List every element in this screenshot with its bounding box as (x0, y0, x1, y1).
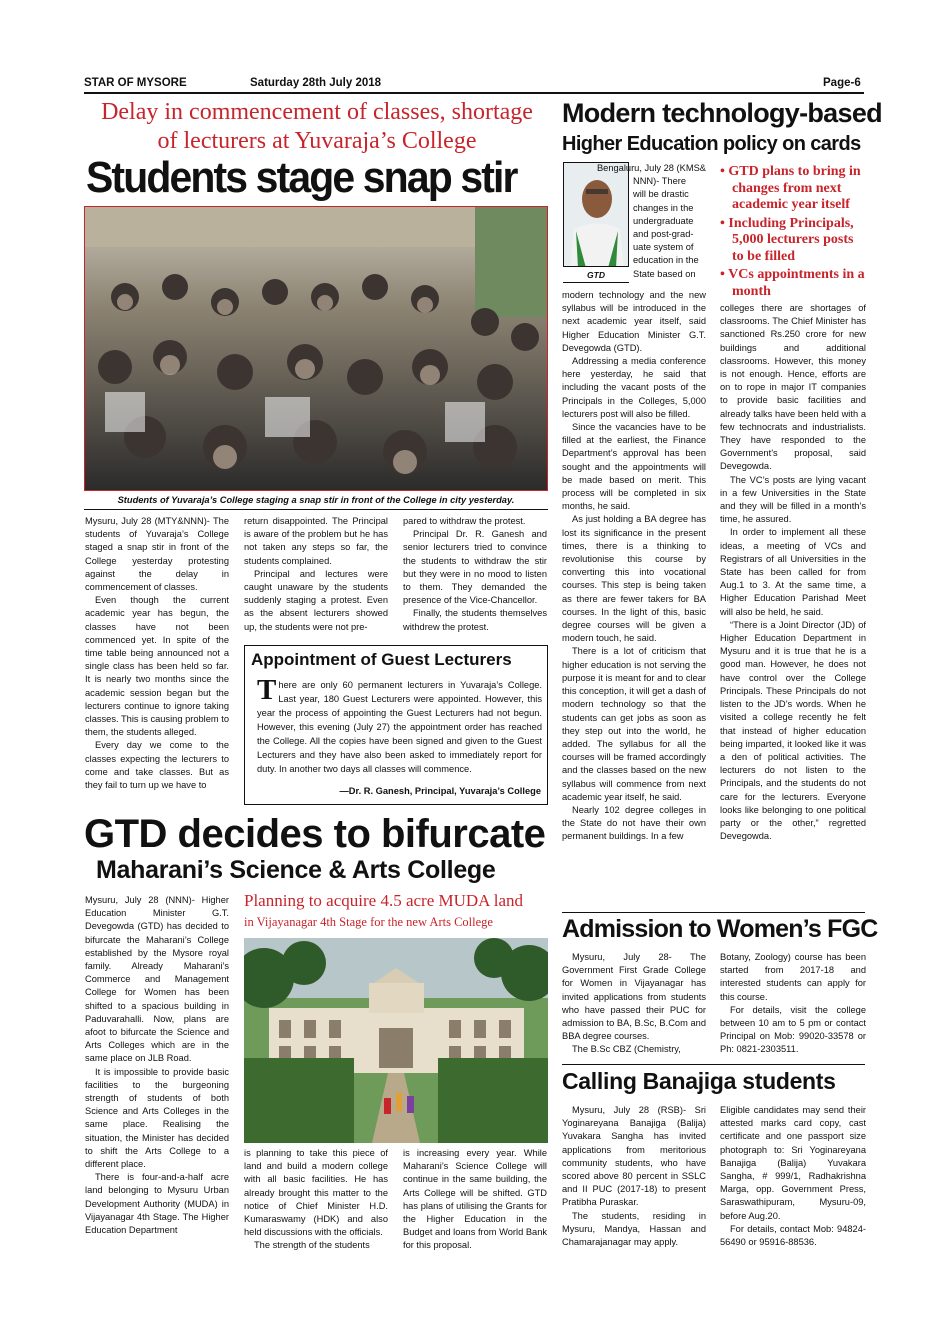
story3-headline-2: Higher Education policy on cards (562, 133, 861, 155)
maharanis-college-photo (244, 938, 548, 1143)
story5-column-2: Eligible candidates may send their attested marks card copy, cast certificate and one passport size photograph to: Sri Yoginareyana Banajiga (Balija) Yuvakara Sangha, # 999/1, Radhakrishna Marga, opp. Government Press, Saraswathipuram, Mysuru-09, before Aug.20. For details, contact Mob: 94824-56490 or 95916-88536. (720, 1105, 866, 1248)
story3-bullets (720, 164, 866, 300)
story2-sub-2: in Vijayanagar 4th Stage for the new Arts College (244, 915, 493, 929)
story2-column-2: is planning to take this piece of land and build a modern college with all basic facilities. He has already brought this matter to the notice of Chief Minister H.D. Kumaraswamy (HDK) and also held discussions with the officials. The strength of the students (244, 1148, 388, 1251)
box-signoff: —Dr. R. Ganesh, Principal, Yuvaraja’s College (339, 786, 541, 796)
story5-top-rule (562, 1064, 865, 1065)
story4-column-2: Botany, Zoology) course has been started from 2017-18 and interested students can apply for this course. For details, visit the college between 10 am to 5 pm or contact Principal on Mob: 99020-33578 or Ph: 0821-2303511. (720, 952, 866, 1055)
masthead-page: Page-6 (823, 77, 861, 89)
crowd-illustration (85, 207, 548, 491)
story3-column-2: colleges there are shortages of classrooms. The Chief Minister has sanctioned Rs.250 crore for new buildings and additional classrooms. However, this money is not enough. Hence, efforts are on to rope in major IT companies to provide basic facilities and already talks have been held with a few technocrats and industrialists. They have responded to the Government’s proposal, said Devegowda. The VC’s posts are lying vacant in a few Universities in the State and they will be filled in a month’s time, he assured. In order to implement all these ideas, a meeting of VCs and Registrars of all Universities in the State has been called for from Aug.1 to 3. At the same time, a Higher Education Parishad Meet will also be held, he said. “There is a Joint Director (JD) of Higher Education Department in Mysuru and it is true that he is a good man. However, he does not have control over the College Principals. These Principals do not listen to the JD’s words. When he visited a college recently he felt that instead of higher education being imparted, it looked like it was a den of political activities. The lecturers do not listen to the Principals, and the students do not care for the lecturers. Everyone looks like belonging to one political party or the other,” regretted Devegowda. (720, 303, 866, 842)
caption-rule (84, 509, 548, 510)
college-building-illustration (244, 938, 548, 1143)
story1-headline: Students stage snap stir (86, 153, 517, 202)
story1-photo-caption: Students of Yuvaraja’s College staging a snap stir in front of the College in city yesterday. (117, 495, 515, 505)
story4-column-1: Mysuru, July 28- The Government First Grade College for Women in Vijayanagar has invited applications from students who have passed their PUC for admission to BA, B.Sc, B.Com and BBA degree courses. The B.Sc CBZ (Chemistry, (562, 952, 706, 1055)
story2-sub-1: Planning to acquire 4.5 acre MUDA land (244, 891, 524, 910)
story4-top-rule (562, 912, 865, 913)
story3-column-1: modern technology and the new syllabus will be introduced in the next academic year itself, said Higher Education Minister G.T. Devegowda (GTD). Addressing a media conference here yesterday, he said that including the vacant posts of the Principals in the Colleges, 5,000 lecturers post will also be filled. Since the vacancies have to be filled at the earliest, the Finance Department’s approval has been sought and the appointments will be made based on merit. This process will be completed in six months, he said. As just holding a BA degree has lost its significance in the present times, there is a thinking to revolutionise this course by converting this into vocational courses. This step is being taken as there are fewer takers for BA courses. In the light of this, basic degree courses will be given a modern touch, he said. There is a lot of criticism that higher education is not serving the purpose it is meant for and to clear this conception, it will get a dash of modern technology so that the students can get jobs as soon as they step out into the world, he added. The syllabus for all the courses will be framed accordingly and the classes based on the new syllabus will commence from next academic year itself, he said. Nearly 102 degree colleges in the State do not have their own permanent buildings. In a few (562, 290, 706, 842)
story3-headline-1: Modern technology-based (562, 98, 882, 128)
box-dropcap: T (257, 674, 277, 706)
story4-headline: Admission to Women’s FGC (562, 915, 878, 943)
story1-column-1: Mysuru, July 28 (MTY&NNN)- The students of Yuvaraja’s College staged a snap stir in front of the College yesterday protesting against the delay in commencement of classes. Even though the current academic year has begun, the classes have not been commenced yet. In spite of the time table being announced not a single class has been held so far. It is nearly two months since the academic session began but the lecturers continue to ignore taking classes. This is causing problem to them, the students alleged. Every day we come to the classes expecting the lecturers to come and take classes. But as they fail to turn up we have to (85, 516, 229, 791)
box-title: Appointment of Guest Lecturers (251, 650, 512, 669)
story1-column-3: pared to withdraw the protest. Principal Dr. R. Ganesh and senior lecturers tried to convince the students to withdraw the stir but they were in no mood to listen to them. They demanded the presence of the Vice-Chancellor. Finally, the students themselves withdrew the protest. (403, 516, 547, 632)
story2-headline-1: GTD decides to bifurcate (84, 812, 546, 856)
story2-column-1: Mysuru, July 28 (NNN)- Higher Education Minister G.T. Devegowda (GTD) has decided to bifurcate the Maharani’s College established by the Mysore royal family. Already Maharani’s Commerce and Management College for Women has been shifted to a spacious building in Paduvarahalli. Now, plans are afoot to bifurcate the Science and Arts Colleges which are in the same place on JLB Road. It is impossible to provide basic facilities to the burgeoning strength of students of both Science and Arts Colleges in the same place. Realising the situation, the Minister has decided to shift the Arts College to a different place. There is four-and-a-half acre land belonging to Mysuru Urban Development Authority (MUDA) in Vijayanagar 4th Stage. The Higher Education Department (85, 895, 229, 1236)
story1-column-2: return disappointed. The Principal is aware of the problem but he has not taken any steps so far, the students complained. Principal and lectures were caught unaware by the students suddenly staging a protest. Even as the absent lecturers showed up, the students were not pre- (244, 516, 388, 632)
masthead-paper: STAR OF MYSORE (84, 77, 187, 89)
story2-headline-2: Maharani’s Science & Arts College (96, 856, 496, 884)
bullet-item: • GTD plans to bring in changes from next academic year itself (720, 164, 861, 212)
story5-headline: Calling Banajiga students (562, 1068, 836, 1094)
guest-lecturers-box (244, 645, 548, 805)
story5-column-1: Mysuru, July 28 (RSB)- Sri Yoginareyana Banajiga (Balija) Yuvakara Sangha has invited applications from meritorious community students, who have scored above 80 percent in SSLC and II PUC (2017-18) to present Pratibha Puraskar. The students, residing in Mysuru, Mandya, Hassan and Chamarajanagar may apply. (562, 1105, 706, 1248)
story1-kicker-1: Delay in commencement of classes, shortage (101, 99, 533, 125)
story1-kicker-2: of lecturers at Yuvaraja’s College (157, 128, 477, 154)
header-rule (84, 92, 864, 94)
story2-column-3: is increasing every year. While Maharani’s Science College will continue in the same building, the Arts College will be shifted. GTD has plans of utilising the Grants for the Higher Education in the Budget and loans from World Bank for this proposal. (403, 1148, 548, 1251)
students-protest-photo (84, 206, 548, 491)
story3-lead: Bengaluru, July 28 (KMS& NNN)- There will be drastic changes in the undergraduate and post-grad- uate system of education in the State based on (596, 163, 706, 279)
bullet-item: • VCs appointments in a month (720, 267, 865, 299)
box-body: There are only 60 permanent lecturers in Yuvaraja’s College. Last year, 180 Guest Lecturers were appointed. However, this year the process of appointing the Guest Lecturers had not begun. However, this evening (July 27) the appointment order has reached the College. All the copies have been signed and given to the Guest Lecturers and they have also been asked to immediately report for duty. In another two days all classes will commence. (257, 674, 542, 774)
gtd-portrait-label: GTD (563, 270, 629, 283)
masthead-date: Saturday 28th July 2018 (250, 77, 382, 89)
bullet-item: • Including Principals, 5,000 lecturers posts to be filled (720, 215, 854, 264)
